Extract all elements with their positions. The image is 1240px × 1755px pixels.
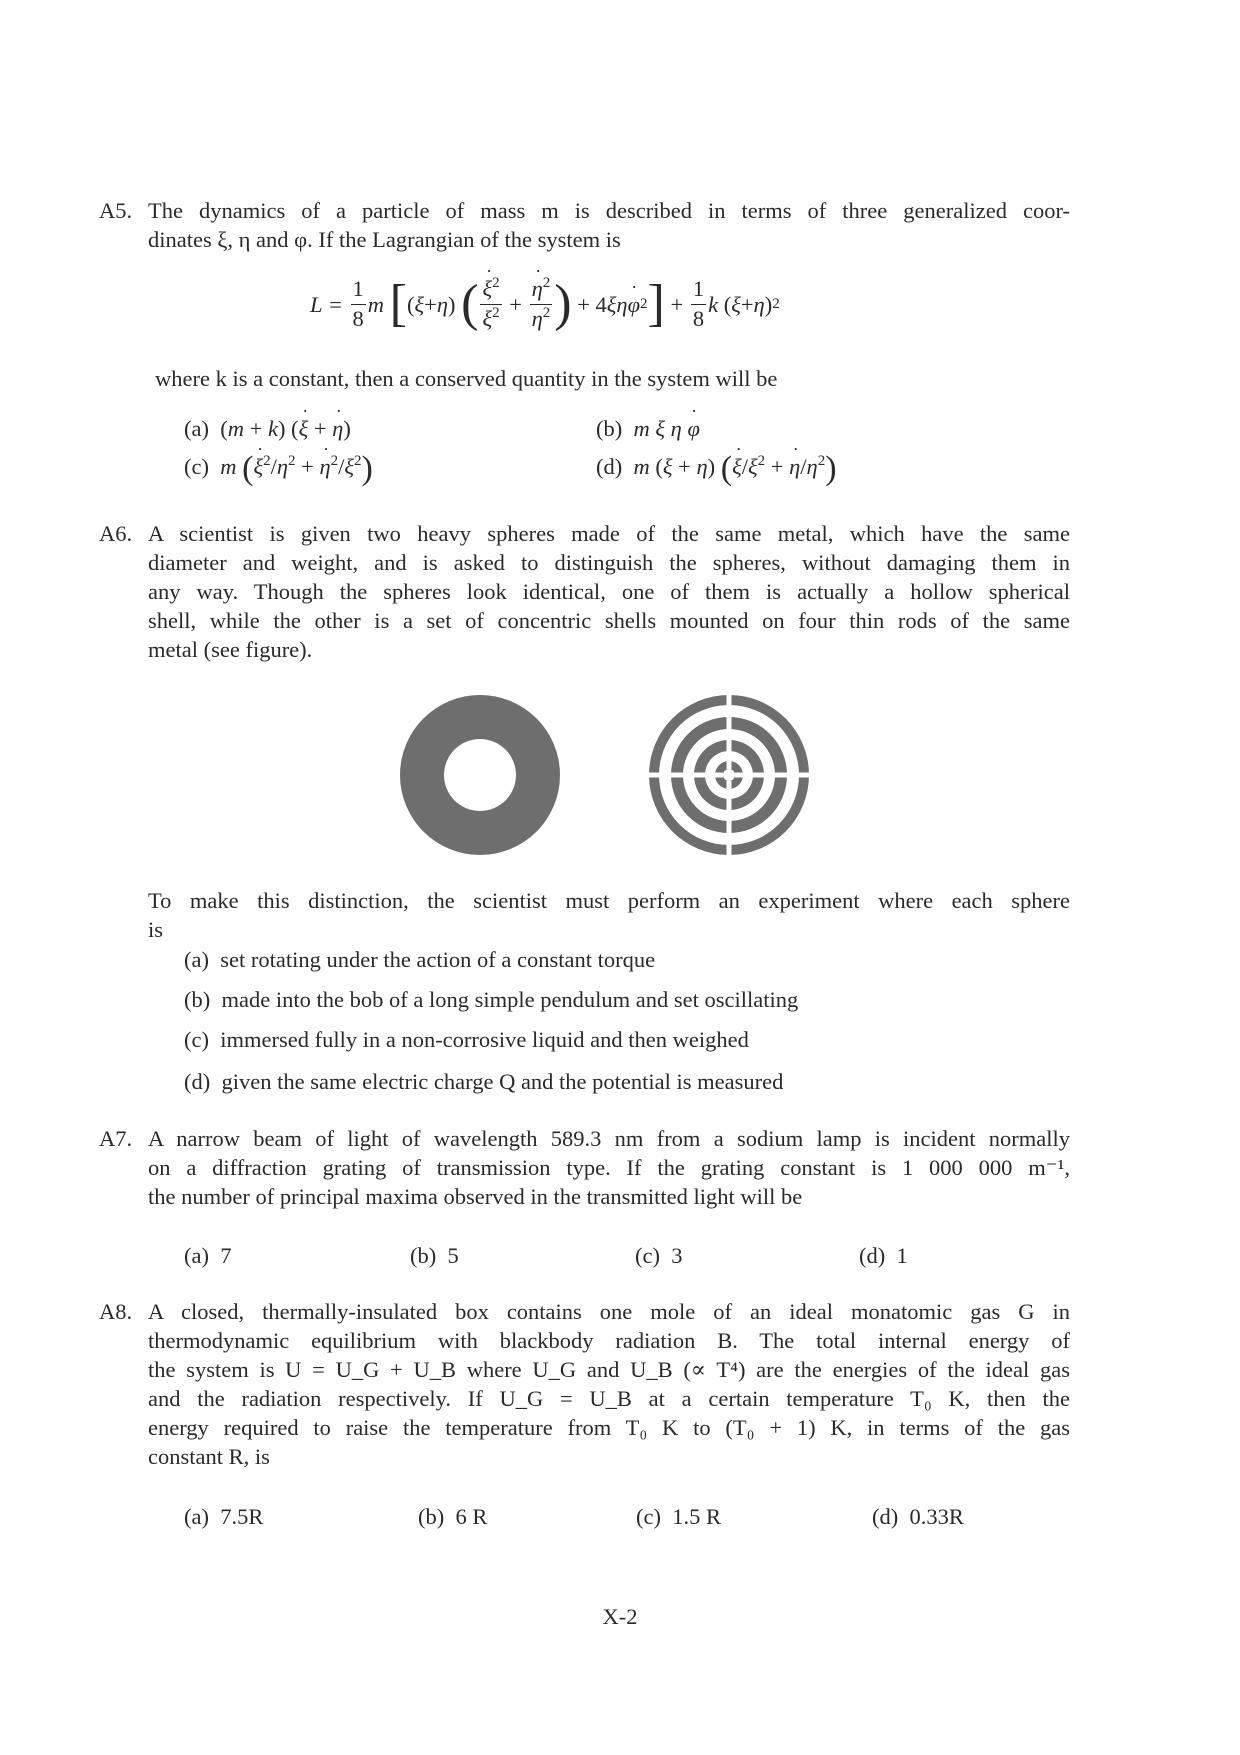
a5-text-line-1: The dynamics of a particle of mass m is described in terms of three generalized coor- [148,198,1070,223]
a7-text-line-2: on a diffraction grating of transmission type. If the grating constant is 1 000 000 m⁻¹, [148,1155,1070,1180]
a6-question-line-2: is [148,917,164,942]
a6-text-line-3: any way. Though the spheres look identical, one of them is actually a hollow spherical [148,579,1070,604]
a6-question-line-1: To make this distinction, the scientist must perform an experiment where each sphere [148,888,1070,913]
spheres-figure [390,680,830,870]
a5-after-text: where k is a constant, then a conserved quantity in the system will be [155,366,778,391]
a6-option-c: (c) immersed fully in a non-corrosive liquid and then weighed [184,1027,749,1052]
a7-text-line-1: A narrow beam of light of wavelength 589.3 nm from a sodium lamp is incident normally [148,1126,1070,1151]
a7-text-line-3: the number of principal maxima observed in the transmitted light will be [148,1184,803,1209]
a7-option-b: (b) 5 [410,1243,459,1268]
a8-option-b: (b) 6 R [418,1504,488,1529]
a7-option-d: (d) 1 [859,1243,908,1268]
a8-text-line-3: the system is U = U_G + U_B where U_G and U_B (∝ T⁴) are the energies of the ideal gas [148,1357,1070,1382]
a6-text-line-4: shell, while the other is a set of concentric shells mounted on four thin rods of the same [148,608,1070,633]
question-number-a6: A6. [99,521,133,546]
a8-option-c: (c) 1.5 R [636,1504,721,1529]
a7-option-a: (a) 7 [184,1243,232,1268]
page-number: X-2 [602,1604,638,1629]
question-number-a8: A8. [99,1299,133,1324]
a6-option-a: (a) set rotating under the action of a constant torque [184,947,656,972]
a8-text-line-5: energy required to raise the temperature from T₀ K to (T₀ + 1) K, in terms of the gas [148,1415,1070,1440]
a5-option-a: (a) (m + k) (ξ ˙ + η ˙) [184,414,351,443]
a5-text-line-2: dinates ξ, η and φ. If the Lagrangian of the system is [148,227,621,252]
a8-option-d: (d) 0.33R [872,1504,964,1529]
a5-option-c: (c) m (ξ $˙^2/\eta^2 + \eta$ $˙^2/\xi^2$) [184,452,373,486]
lagrangian-lhs: L = [310,291,343,317]
a5-option-d: (d) m (ξ + η) (ξ $˙/\xi^2 + \eta$ $˙/\eta^2$) [596,452,837,486]
hollow-shell-figure [400,695,560,855]
a5-option-b: (b) m ξ η φ ˙ [596,414,700,443]
a8-text-line-6: constant R, is [148,1444,270,1469]
a6-text-line-5: metal (see figure). [148,637,313,662]
a7-option-c: (c) 3 [635,1243,683,1268]
a6-text-line-1: A scientist is given two heavy spheres made of the same metal, which have the same [148,521,1070,546]
question-number-a7: A7. [99,1126,133,1151]
a8-text-line-2: thermodynamic equilibrium with blackbody radiation B. The total internal energy of [148,1328,1070,1353]
lagrangian-equation: L = $\frac{1}{8}$ m [ ( ξ + η ) ( $\frac{\xi ˙^2}{\xi^2}$ + $\frac{\eta ˙^2}{\eta^2}$ ) + 4 ξ η φ ˙ 2 ] + $\frac{1}{8}$ k ( ξ + η ) 2 [310,262,780,346]
a8-option-a: (a) 7.5R [184,1504,264,1529]
a6-option-b: (b) made into the bob of a long simple pendulum and set oscillating [184,987,799,1012]
a8-text-line-1: A closed, thermally-insulated box contains one mole of an ideal monatomic gas G in [148,1299,1070,1324]
concentric-shells-figure [649,695,809,855]
a8-text-line-4: and the radiation respectively. If U_G = U_B at a certain temperature T₀ K, then the [148,1386,1070,1411]
a6-option-d: (d) given the same electric charge Q and the potential is measured [184,1069,784,1094]
question-number-a5: A5. [99,198,133,223]
a6-text-line-2: diameter and weight, and is asked to distinguish the spheres, without damaging them in [148,550,1070,575]
